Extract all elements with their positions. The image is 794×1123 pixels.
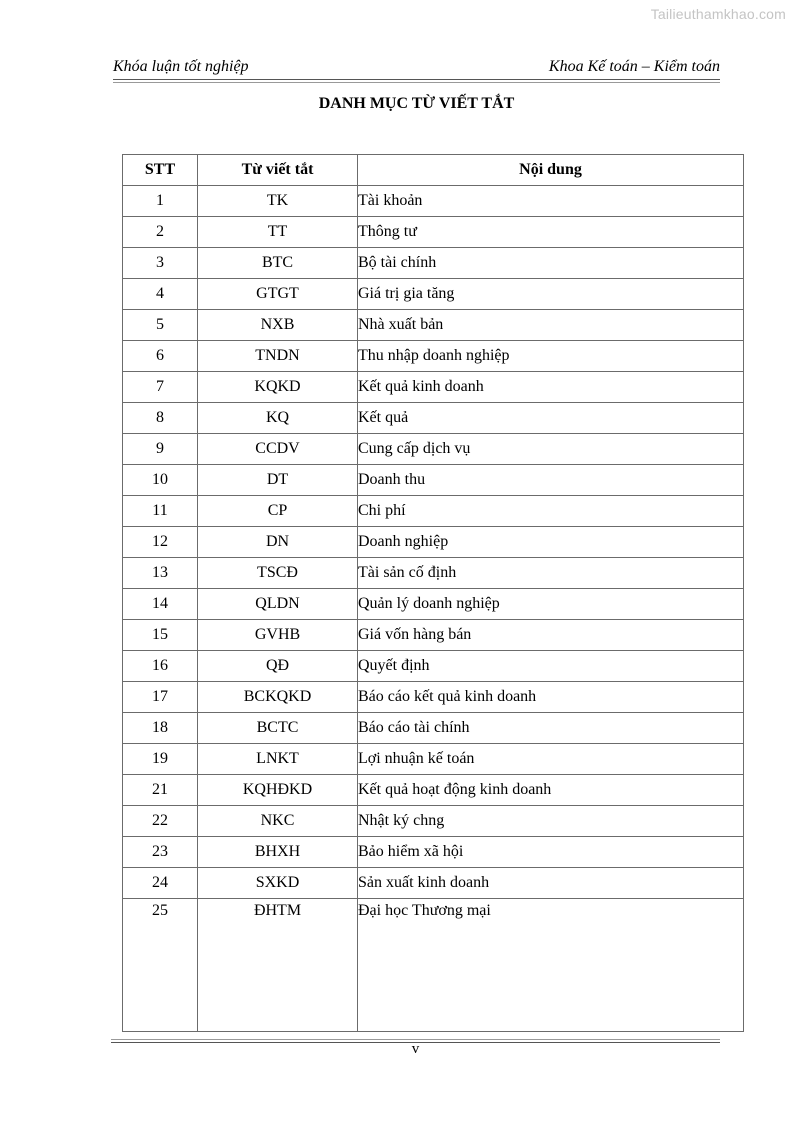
row-content-cell: Lợi nhuận kế toán xyxy=(358,744,744,775)
row-abbreviation-cell: TNDN xyxy=(198,341,358,372)
row-stt-cell: 18 xyxy=(123,713,198,744)
column-header-stt: STT xyxy=(123,155,198,186)
abbreviation-table xyxy=(122,154,744,1032)
header-rule-top xyxy=(113,79,720,80)
header-right-text: Khoa Kế toán – Kiểm toán xyxy=(548,58,720,75)
row-content-cell: Sản xuất kinh doanh xyxy=(358,868,744,899)
table-row xyxy=(123,744,744,775)
row-abbreviation-cell: BTC xyxy=(198,248,358,279)
table-row xyxy=(123,217,744,248)
row-abbreviation-cell: SXKD xyxy=(198,868,358,899)
table-row xyxy=(123,310,744,341)
row-stt-cell: 16 xyxy=(123,651,198,682)
row-abbreviation-cell: ĐHTM xyxy=(198,899,358,1032)
row-stt-cell: 15 xyxy=(123,620,198,651)
row-abbreviation-cell: DN xyxy=(198,527,358,558)
row-stt-cell: 12 xyxy=(123,527,198,558)
table-row xyxy=(123,372,744,403)
row-abbreviation-cell: QLDN xyxy=(198,589,358,620)
table-row xyxy=(123,868,744,899)
row-abbreviation-cell: CCDV xyxy=(198,434,358,465)
row-content-cell: Bảo hiểm xã hội xyxy=(358,837,744,868)
row-stt-cell: 21 xyxy=(123,775,198,806)
row-content-cell: Kết quả xyxy=(358,403,744,434)
table-row xyxy=(123,341,744,372)
row-abbreviation-cell: BHXH xyxy=(198,837,358,868)
row-stt-cell: 23 xyxy=(123,837,198,868)
table-row xyxy=(123,279,744,310)
row-abbreviation-cell: NXB xyxy=(198,310,358,341)
row-content-cell: Quản lý doanh nghiệp xyxy=(358,589,744,620)
row-stt-cell: 4 xyxy=(123,279,198,310)
row-stt-cell: 17 xyxy=(123,682,198,713)
row-abbreviation-cell: GVHB xyxy=(198,620,358,651)
header-left-text: Khóa luận tốt nghiệp xyxy=(113,58,249,75)
row-content-cell: Quyết định xyxy=(358,651,744,682)
row-stt-cell: 10 xyxy=(123,465,198,496)
table-row xyxy=(123,899,744,1032)
row-content-cell: Tài sản cố định xyxy=(358,558,744,589)
column-header-abbreviation: Từ viết tắt xyxy=(198,155,358,186)
row-content-cell: Doanh nghiệp xyxy=(358,527,744,558)
row-stt-cell: 11 xyxy=(123,496,198,527)
table-row xyxy=(123,713,744,744)
row-stt-cell: 8 xyxy=(123,403,198,434)
row-stt-cell: 3 xyxy=(123,248,198,279)
header-rule-bottom xyxy=(113,82,720,83)
row-abbreviation-cell: DT xyxy=(198,465,358,496)
row-abbreviation-cell: BCTC xyxy=(198,713,358,744)
row-abbreviation-cell: TSCĐ xyxy=(198,558,358,589)
row-content-cell: Tài khoản xyxy=(358,186,744,217)
page-header xyxy=(113,58,720,78)
row-abbreviation-cell: CP xyxy=(198,496,358,527)
row-stt-cell: 19 xyxy=(123,744,198,775)
table-row xyxy=(123,527,744,558)
table-header-row xyxy=(123,155,744,186)
row-content-cell: Bộ tài chính xyxy=(358,248,744,279)
row-abbreviation-cell: QĐ xyxy=(198,651,358,682)
row-content-cell: Báo cáo tài chính xyxy=(358,713,744,744)
row-abbreviation-cell: NKC xyxy=(198,806,358,837)
row-abbreviation-cell: LNKT xyxy=(198,744,358,775)
row-content-cell: Cung cấp dịch vụ xyxy=(358,434,744,465)
row-stt-cell: 9 xyxy=(123,434,198,465)
row-stt-cell: 6 xyxy=(123,341,198,372)
table-row xyxy=(123,496,744,527)
table-row xyxy=(123,248,744,279)
table-row xyxy=(123,589,744,620)
table-row xyxy=(123,186,744,217)
row-stt-cell: 2 xyxy=(123,217,198,248)
row-stt-cell: 22 xyxy=(123,806,198,837)
table-row xyxy=(123,837,744,868)
row-abbreviation-cell: KQ xyxy=(198,403,358,434)
row-content-cell: Nhật ký chng xyxy=(358,806,744,837)
table-body xyxy=(123,186,744,1032)
row-stt-cell: 25 xyxy=(123,899,198,1032)
page-number: v xyxy=(411,1041,420,1057)
row-content-cell: Chi phí xyxy=(358,496,744,527)
table-row xyxy=(123,403,744,434)
row-abbreviation-cell: KQHĐKD xyxy=(198,775,358,806)
row-stt-cell: 24 xyxy=(123,868,198,899)
table-row xyxy=(123,775,744,806)
row-abbreviation-cell: TK xyxy=(198,186,358,217)
row-content-cell: Báo cáo kết quả kinh doanh xyxy=(358,682,744,713)
row-stt-cell: 7 xyxy=(123,372,198,403)
table-row xyxy=(123,620,744,651)
watermark: Tailieuthamkhao.com xyxy=(650,6,786,22)
row-abbreviation-cell: GTGT xyxy=(198,279,358,310)
row-content-cell: Thông tư xyxy=(358,217,744,248)
table-row xyxy=(123,682,744,713)
row-stt-cell: 14 xyxy=(123,589,198,620)
table-row xyxy=(123,465,744,496)
row-abbreviation-cell: KQKD xyxy=(198,372,358,403)
row-content-cell: Kết quả kinh doanh xyxy=(358,372,744,403)
row-stt-cell: 13 xyxy=(123,558,198,589)
column-header-content: Nội dung xyxy=(358,155,744,186)
row-abbreviation-cell: BCKQKD xyxy=(198,682,358,713)
table-row xyxy=(123,558,744,589)
table-row xyxy=(123,806,744,837)
row-content-cell: Nhà xuất bản xyxy=(358,310,744,341)
row-content-cell: Giá vốn hàng bán xyxy=(358,620,744,651)
row-content-cell: Kết quả hoạt động kinh doanh xyxy=(358,775,744,806)
row-content-cell: Giá trị gia tăng xyxy=(358,279,744,310)
row-stt-cell: 5 xyxy=(123,310,198,341)
page-title: DANH MỤC TỪ VIẾT TẮT xyxy=(318,95,515,112)
row-content-cell: Doanh thu xyxy=(358,465,744,496)
table-row xyxy=(123,651,744,682)
row-stt-cell: 1 xyxy=(123,186,198,217)
row-content-cell: Thu nhập doanh nghiệp xyxy=(358,341,744,372)
row-abbreviation-cell: TT xyxy=(198,217,358,248)
row-content-cell: Đại học Thương mại xyxy=(358,899,744,1032)
footer-rule-top xyxy=(111,1039,720,1040)
table-row xyxy=(123,434,744,465)
